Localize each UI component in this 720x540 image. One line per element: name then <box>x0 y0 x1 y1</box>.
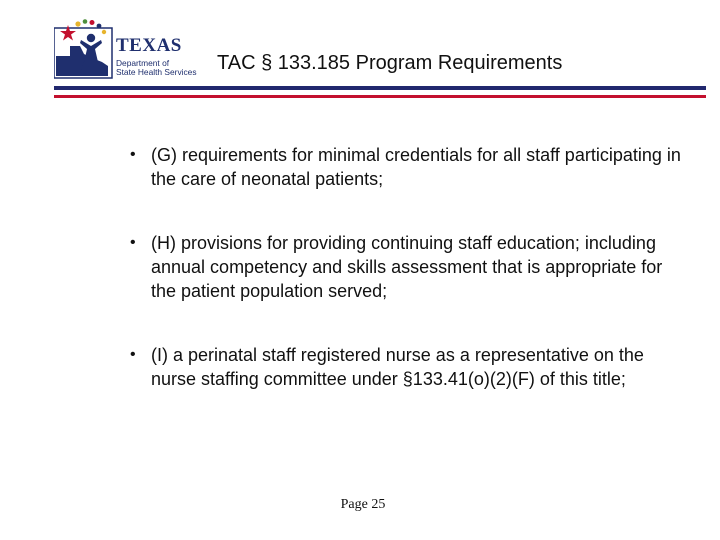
list-item: • (H) provisions for providing continuing staff education; including annual competency and skills assessment that is appropriate for the patient population served; <box>122 231 682 303</box>
texas-state-figures-icon <box>54 18 118 84</box>
logo-subtitle-line-1: Department of <box>116 58 170 68</box>
logo-subtitle <box>116 59 210 77</box>
logo-wordmark: TEXAS <box>116 35 182 56</box>
header-rule-red <box>54 95 706 98</box>
list-item: • (G) requirements for minimal credentials for all staff participating in the care of neonatal patients; <box>122 143 682 191</box>
logo-subtitle-line-2: State Health Services <box>116 67 197 77</box>
requirements-list <box>122 143 682 431</box>
texas-dshs-logo <box>54 18 210 84</box>
page-number: Page 25 <box>340 497 386 512</box>
list-item: • (I) a perinatal staff registered nurse as a representative on the nurse staffing committee under §133.41(o)(2)(F) of this title; <box>122 343 682 391</box>
header-rule-blue <box>54 86 706 90</box>
slide-title: TAC § 133.185 Program Requirements <box>217 52 563 74</box>
